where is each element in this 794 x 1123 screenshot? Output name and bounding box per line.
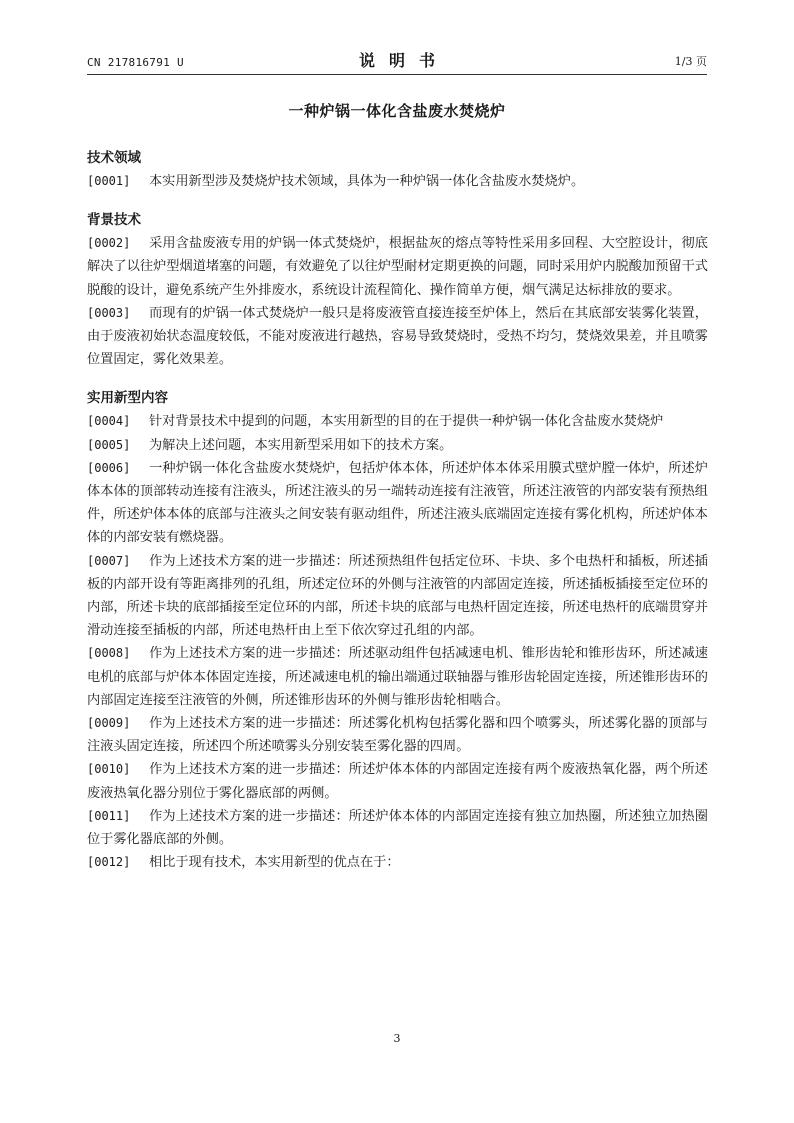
section-utility-model-content [87,386,708,874]
paragraph-number: [0007] [87,553,131,568]
paragraph-number: [0001] [87,174,131,188]
paragraph-text: 针对背景技术中提到的问题，本实用新型的目的在于提供一种炉锅一体化含盐废水焚烧炉 [149,414,664,430]
paragraph-number: [0010] [87,762,131,777]
paragraph-text: 作为上述技术方案的进一步描述：所述炉体本体的内部固定连接有独立加热圈，所述独立加热圈位于雾化器底部的外侧。 [87,808,708,848]
paragraph [87,550,708,643]
section-heading: 技术领域 [87,150,141,166]
paragraph-number: [0009] [87,716,131,731]
section-background [87,208,708,371]
paragraph [87,232,708,302]
publication-number: CN 217816791 U [87,56,184,69]
paragraph [87,434,708,457]
section-heading: 背景技术 [87,212,141,229]
paragraph [87,851,708,874]
section-heading: 实用新型内容 [87,390,168,407]
paragraph [87,170,708,193]
paragraph-text: 为解决上述问题，本实用新型采用如下的技术方案。 [149,437,453,453]
document-body [87,146,708,889]
paragraph-text: 一种炉锅一体化含盐废水焚烧炉，包括炉体本体，所述炉体本体采用膜式壁炉膛一体炉，所述炉体本体的顶部转动连接有注液头，所述注液头的另一端转动连接有注液管，所述注液管的内部安装有预热组件，所述炉体本体的底部与注液头之间安装有驱动组件，所述注液头底端固定连接有雾化机构，所述炉体本体的内部安装有燃烧器。 [87,460,708,546]
paragraph-number: [0003] [87,305,131,320]
paragraph [87,758,708,804]
paragraph [87,457,708,550]
paragraph-text: 作为上述技术方案的进一步描述：所述雾化机构包括雾化器和四个喷雾头，所述雾化器的顶部与注液头固定连接，所述四个所述喷雾头分别安装至雾化器的四周。 [87,716,708,755]
paragraph-text: 采用含盐废液专用的炉锅一体式焚烧炉，根据盐灰的熔点等特性采用多回程、大空腔设计，彻底解决了以往炉型烟道堵塞的问题，有效避免了以往炉型耐材定期更换的问题，同时采用炉内脱酸加预留干式脱酸的设计，避免系统产生外排废水，系统设计流程简化、操作简单方便，烟气满足达标排放的要求。 [87,236,708,298]
paragraph-text: 作为上述技术方案的进一步描述：所述炉体本体的内部固定连接有两个废液热氧化器，两个所述废液热氧化器分别位于雾化器底部的两侧。 [87,762,708,801]
page-count: 1/3 页 [674,55,707,68]
paragraph [87,410,708,433]
paragraph-number: [0006] [87,460,131,475]
paragraph-number: [0011] [87,808,131,823]
paragraph-text: 作为上述技术方案的进一步描述：所述预热组件包括定位环、卡块、多个电热杆和插板，所述插板的内部开设有等距离排列的孔组，所述定位环的外侧与注液管的内部固定连接，所述插板插接至定位环的内部，所述卡块的底部插接至定位环的内部，所述卡块的底部与电热杆固定连接，所述电热杆的底端贯穿并滑动连接至插板的内部，所述电热杆由上至下依次穿过孔组的内部。 [87,553,708,639]
paragraph-number: [0002] [87,236,131,251]
paragraph [87,642,708,712]
paragraph-text: 相比于现有技术，本实用新型的优点在于： [149,855,400,871]
paragraph [87,302,708,372]
paragraph-number: [0005] [87,437,131,452]
page-header [87,46,707,75]
paragraph-text: 本实用新型涉及焚烧炉技术领域，具体为一种炉锅一体化含盐废水焚烧炉。 [149,174,585,189]
paragraph-number: [0008] [87,646,131,661]
section-technical-field [87,146,708,193]
paragraph [87,712,708,758]
paragraph [87,805,708,851]
paragraph-number: [0012] [87,855,131,870]
document-title: 一种炉锅一体化含盐废水焚烧炉 [288,102,506,120]
paragraph-number: [0004] [87,414,131,429]
paragraph-text: 作为上述技术方案的进一步描述：所述驱动组件包括减速电机、锥形齿轮和锥形齿环，所述减速电机的底部与炉体本体固定连接，所述减速电机的输出端通过联轴器与锥形齿轮固定连接，所述锥形齿环的内部固定连接至注液管的外侧，所述锥形齿环的外侧与锥形齿轮相啮合。 [87,646,708,708]
page-number: 3 [393,1032,401,1045]
document-type: 说明书 [358,51,449,70]
paragraph-text: 而现有的炉锅一体式焚烧炉一般只是将废液管直接连接至炉体上，然后在其底部安装雾化装置，由于废液初始状态温度较低，不能对废液进行越热，容易导致焚烧时，受热不均匀，焚烧效果差，并且喷雾位置固定，雾化效果差。 [87,305,708,368]
